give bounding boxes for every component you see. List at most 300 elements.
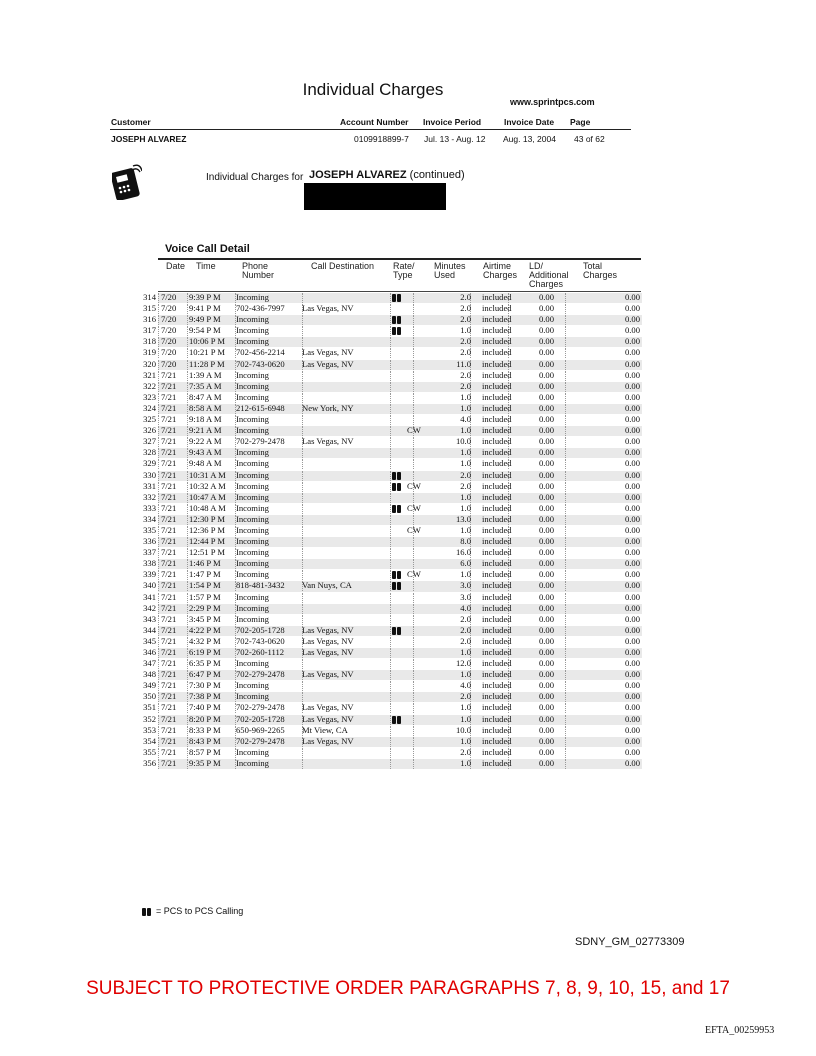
row-ld-charges: 0.00: [538, 713, 554, 724]
row-number: 353: [143, 724, 156, 735]
row-shading: [158, 670, 642, 680]
row-phone: Incoming: [236, 513, 269, 524]
column-divider: [413, 581, 414, 591]
row-minutes: 1.0: [460, 669, 471, 680]
row-airtime: included: [482, 658, 512, 669]
row-phone: 650-969-2265: [236, 724, 285, 735]
row-number: 321: [143, 369, 156, 380]
column-divider: [302, 293, 303, 303]
table-row: [142, 580, 642, 591]
column-divider: [565, 615, 566, 625]
row-ld-charges: 0.00: [538, 347, 554, 358]
row-ld-charges: 0.00: [538, 691, 554, 702]
row-number: 339: [143, 569, 156, 580]
row-airtime: included: [482, 580, 512, 591]
row-phone: Incoming: [236, 458, 269, 469]
table-row: [142, 603, 642, 614]
column-divider: [565, 737, 566, 747]
column-divider: [390, 404, 391, 414]
row-date: 7/21: [161, 569, 177, 580]
row-ld-charges: 0.00: [538, 369, 554, 380]
column-divider: [302, 559, 303, 569]
column-divider: [565, 426, 566, 436]
row-number: 341: [143, 591, 156, 602]
row-date: 7/21: [161, 536, 177, 547]
section-customer-name: JOSEPH ALVAREZ: [309, 169, 407, 181]
row-call-waiting: CW: [407, 524, 421, 535]
table-row: [142, 691, 642, 702]
column-divider: [187, 737, 188, 747]
row-airtime: included: [482, 292, 512, 302]
table-row: [142, 758, 642, 769]
column-divider: [187, 526, 188, 536]
column-divider: [158, 681, 159, 691]
row-date: 7/21: [161, 647, 177, 657]
row-ld-charges: 0.00: [538, 658, 554, 669]
row-rate-type: [392, 325, 404, 336]
row-number: 351: [143, 702, 156, 713]
column-divider: [158, 482, 159, 492]
column-divider: [390, 459, 391, 469]
column-divider: [565, 504, 566, 514]
label-invoice-date: Invoice Date: [504, 117, 555, 127]
row-minutes: 2.0: [460, 292, 471, 302]
column-divider: [565, 348, 566, 358]
row-airtime: included: [482, 358, 512, 369]
row-total: 0.00: [624, 491, 640, 502]
column-divider: [187, 604, 188, 614]
row-total: 0.00: [624, 347, 640, 358]
row-ld-charges: 0.00: [538, 303, 554, 314]
row-ld-charges: 0.00: [538, 425, 554, 436]
row-time: 10:21 P M: [189, 347, 225, 358]
row-phone: Incoming: [236, 591, 269, 602]
column-divider: [158, 415, 159, 425]
column-divider: [302, 504, 303, 514]
row-time: 8:20 P M: [189, 713, 221, 724]
row-phone: Incoming: [236, 447, 269, 458]
row-number: 322: [143, 380, 156, 391]
column-divider: [565, 415, 566, 425]
row-date: 7/21: [161, 414, 177, 425]
row-phone: 702-260-1112: [236, 647, 285, 657]
column-divider: [565, 637, 566, 647]
column-divider: [158, 715, 159, 725]
pcs-to-pcs-icon: [392, 582, 402, 590]
column-divider: [158, 293, 159, 303]
row-ld-charges: 0.00: [538, 624, 554, 635]
column-divider: [158, 537, 159, 547]
column-divider: [187, 615, 188, 625]
row-shading: [158, 759, 642, 769]
column-divider: [565, 459, 566, 469]
table-row: [142, 525, 642, 536]
column-divider: [390, 415, 391, 425]
column-divider: [390, 604, 391, 614]
row-minutes: 1.0: [460, 491, 471, 502]
row-phone: Incoming: [236, 691, 269, 702]
pcs-to-pcs-icon: [392, 472, 402, 480]
column-divider: [390, 626, 391, 636]
row-minutes: 10.0: [455, 724, 471, 735]
row-ld-charges: 0.00: [538, 558, 554, 569]
row-total: 0.00: [624, 735, 640, 746]
table-row: [142, 481, 642, 492]
table-row: [142, 503, 642, 514]
row-rate-type: [392, 470, 404, 481]
row-airtime: included: [482, 724, 512, 735]
column-divider: [413, 448, 414, 458]
column-divider: [158, 659, 159, 669]
row-total: 0.00: [624, 680, 640, 691]
column-divider: [158, 448, 159, 458]
pcs-to-pcs-icon: [392, 716, 402, 724]
row-ld-charges: 0.00: [538, 480, 554, 491]
row-total: 0.00: [624, 380, 640, 391]
row-date: 7/21: [161, 613, 177, 624]
row-time: 10:06 P M: [189, 336, 225, 347]
column-divider: [390, 315, 391, 325]
row-total: 0.00: [624, 513, 640, 524]
column-divider: [158, 515, 159, 525]
column-divider: [565, 471, 566, 481]
row-total: 0.00: [624, 402, 640, 413]
row-number: 318: [143, 336, 156, 347]
row-ld-charges: 0.00: [538, 680, 554, 691]
row-date: 7/21: [161, 746, 177, 757]
column-divider: [158, 548, 159, 558]
column-divider: [413, 304, 414, 314]
column-divider: [413, 459, 414, 469]
row-shading: [158, 337, 642, 347]
row-airtime: included: [482, 547, 512, 558]
column-divider: [390, 737, 391, 747]
row-minutes: 11.0: [456, 358, 471, 369]
row-date: 7/21: [161, 658, 177, 669]
column-divider: [565, 570, 566, 580]
pcs-to-pcs-icon: [392, 483, 402, 491]
column-divider: [187, 493, 188, 503]
column-divider: [187, 670, 188, 680]
row-date: 7/21: [161, 480, 177, 491]
row-minutes: 10.0: [455, 436, 471, 447]
column-divider: [187, 360, 188, 370]
row-rate-type: [392, 314, 404, 325]
row-date: 7/21: [161, 624, 177, 635]
pcs-to-pcs-icon: [142, 908, 152, 916]
row-rate-type: [392, 714, 404, 725]
row-minutes: 2.0: [460, 347, 471, 358]
column-divider: [302, 426, 303, 436]
row-destination: Las Vegas, NV: [302, 713, 354, 724]
column-divider: [158, 459, 159, 469]
row-airtime: included: [482, 480, 512, 491]
row-minutes: 3.0: [460, 591, 471, 602]
row-call-waiting: CW: [407, 425, 421, 436]
column-divider: [187, 626, 188, 636]
column-divider: [158, 692, 159, 702]
pcs-to-pcs-icon: [392, 316, 402, 324]
col-call-destination: Call Destination: [311, 261, 375, 271]
row-number: 345: [143, 635, 156, 646]
row-minutes: 1.0: [460, 757, 471, 768]
row-time: 10:32 A M: [189, 480, 226, 491]
account-number: 0109918899-7: [354, 134, 409, 144]
row-ld-charges: 0.00: [538, 524, 554, 535]
column-divider: [302, 593, 303, 603]
row-date: 7/21: [161, 669, 177, 680]
column-divider: [302, 326, 303, 336]
row-airtime: included: [482, 647, 512, 657]
row-rate-type: [392, 569, 404, 580]
column-divider: [390, 382, 391, 392]
row-phone: Incoming: [236, 613, 269, 624]
row-total: 0.00: [624, 658, 640, 669]
column-divider: [390, 692, 391, 702]
row-airtime: included: [482, 325, 512, 336]
row-phone: Incoming: [236, 746, 269, 757]
row-time: 7:35 A M: [189, 380, 222, 391]
column-divider: [158, 570, 159, 580]
row-minutes: 4.0: [460, 602, 471, 613]
row-total: 0.00: [624, 613, 640, 624]
row-ld-charges: 0.00: [538, 391, 554, 402]
section-continued: (continued): [409, 169, 465, 181]
row-airtime: included: [482, 314, 512, 325]
row-total: 0.00: [624, 469, 640, 480]
row-number: 314: [143, 292, 156, 302]
table-row: [142, 492, 642, 503]
column-divider: [390, 581, 391, 591]
column-divider: [413, 615, 414, 625]
row-date: 7/21: [161, 724, 177, 735]
row-phone: Incoming: [236, 680, 269, 691]
row-total: 0.00: [624, 757, 640, 768]
row-date: 7/21: [161, 757, 177, 768]
table-row: [142, 470, 642, 481]
page-title: Individual Charges: [302, 80, 444, 99]
column-divider: [565, 648, 566, 658]
row-time: 8:57 P M: [189, 746, 221, 757]
table-row: [142, 592, 642, 603]
column-divider: [413, 404, 414, 414]
row-date: 7/20: [161, 325, 177, 336]
row-ld-charges: 0.00: [538, 447, 554, 458]
row-date: 7/21: [161, 513, 177, 524]
row-number: 334: [143, 513, 156, 524]
column-divider: [413, 692, 414, 702]
column-divider: [565, 371, 566, 381]
row-number: 324: [143, 402, 156, 413]
column-divider: [413, 670, 414, 680]
row-phone: 702-279-2478: [236, 735, 285, 746]
column-divider: [187, 393, 188, 403]
row-shading: [158, 537, 642, 547]
row-phone: 702-279-2478: [236, 669, 285, 680]
row-date: 7/21: [161, 391, 177, 402]
row-time: 7:40 P M: [189, 702, 221, 713]
column-divider: [413, 393, 414, 403]
row-date: 7/21: [161, 713, 177, 724]
row-airtime: included: [482, 602, 512, 613]
row-ld-charges: 0.00: [538, 458, 554, 469]
row-total: 0.00: [624, 458, 640, 469]
table-row: [142, 658, 642, 669]
column-divider: [158, 637, 159, 647]
column-divider: [390, 393, 391, 403]
row-minutes: 1.0: [460, 647, 471, 657]
row-minutes: 2.0: [460, 480, 471, 491]
row-minutes: 1.0: [460, 325, 471, 336]
row-number: 333: [143, 502, 156, 513]
column-divider: [390, 326, 391, 336]
column-divider: [187, 515, 188, 525]
table-row: [142, 370, 642, 381]
section-customer-heading: [309, 169, 465, 181]
row-date: 7/21: [161, 602, 177, 613]
row-number: 330: [143, 469, 156, 480]
column-divider: [413, 759, 414, 769]
row-minutes: 2.0: [460, 314, 471, 325]
row-phone: 702-205-1728: [236, 624, 285, 635]
row-call-waiting: CW: [407, 480, 421, 491]
row-ld-charges: 0.00: [538, 314, 554, 325]
row-minutes: 2.0: [460, 624, 471, 635]
col-rate-type: Rate/ Type: [393, 261, 415, 280]
row-airtime: included: [482, 402, 512, 413]
col-ld-additional-charges: LD/ Additional Charges: [529, 261, 569, 289]
row-phone: 702-436-7997: [236, 303, 285, 314]
column-divider: [565, 393, 566, 403]
table-row: [142, 725, 642, 736]
column-divider: [158, 337, 159, 347]
table-row: [142, 436, 642, 447]
table-row: [142, 669, 642, 680]
row-number: 317: [143, 325, 156, 336]
row-total: 0.00: [624, 691, 640, 702]
column-divider: [187, 748, 188, 758]
column-divider: [413, 748, 414, 758]
column-divider: [302, 692, 303, 702]
row-number: 336: [143, 536, 156, 547]
row-ld-charges: 0.00: [538, 336, 554, 347]
row-time: 3:45 P M: [189, 613, 221, 624]
row-number: 343: [143, 613, 156, 624]
row-minutes: 13.0: [455, 513, 471, 524]
row-rate-type: [392, 625, 404, 636]
label-page: Page: [570, 117, 591, 127]
row-ld-charges: 0.00: [538, 536, 554, 547]
pcs-to-pcs-icon: [392, 505, 402, 513]
row-total: 0.00: [624, 558, 640, 569]
row-phone: 702-205-1728: [236, 713, 285, 724]
legend: [142, 906, 243, 916]
pcs-to-pcs-icon: [392, 627, 402, 635]
column-divider: [187, 681, 188, 691]
column-divider: [413, 548, 414, 558]
row-number: 354: [143, 735, 156, 746]
row-date: 7/21: [161, 502, 177, 513]
column-divider: [187, 703, 188, 713]
row-time: 1:54 P M: [189, 580, 221, 591]
row-time: 9:39 P M: [189, 292, 221, 302]
row-airtime: included: [482, 669, 512, 680]
row-airtime: included: [482, 558, 512, 569]
column-divider: [187, 348, 188, 358]
pcs-to-pcs-icon: [392, 571, 402, 579]
row-number: 325: [143, 414, 156, 425]
row-time: 4:22 P M: [189, 624, 221, 635]
table-row: [142, 314, 642, 325]
row-minutes: 2.0: [460, 635, 471, 646]
column-divider: [565, 681, 566, 691]
table-row: [142, 636, 642, 647]
column-divider: [158, 304, 159, 314]
row-ld-charges: 0.00: [538, 613, 554, 624]
column-divider: [565, 304, 566, 314]
column-divider: [565, 337, 566, 347]
column-divider: [302, 371, 303, 381]
column-divider: [565, 581, 566, 591]
row-total: 0.00: [624, 336, 640, 347]
column-divider: [187, 437, 188, 447]
row-minutes: 4.0: [460, 414, 471, 425]
column-divider: [302, 681, 303, 691]
row-date: 7/20: [161, 347, 177, 358]
row-rate-type: [392, 292, 404, 303]
column-divider: [413, 360, 414, 370]
row-ld-charges: 0.00: [538, 436, 554, 447]
row-total: 0.00: [624, 547, 640, 558]
column-divider: [390, 715, 391, 725]
column-divider: [390, 670, 391, 680]
row-total: 0.00: [624, 292, 640, 302]
column-divider: [158, 726, 159, 736]
column-divider: [413, 648, 414, 658]
row-number: 320: [143, 358, 156, 369]
table-row: [142, 458, 642, 469]
row-airtime: included: [482, 436, 512, 447]
column-divider: [390, 681, 391, 691]
column-divider: [413, 315, 414, 325]
column-divider: [390, 559, 391, 569]
row-ld-charges: 0.00: [538, 547, 554, 558]
phone-icon: [112, 164, 142, 200]
row-total: 0.00: [624, 524, 640, 535]
row-destination: Las Vegas, NV: [302, 669, 354, 680]
row-airtime: included: [482, 391, 512, 402]
column-divider: [158, 748, 159, 758]
row-date: 7/21: [161, 702, 177, 713]
column-divider: [158, 737, 159, 747]
row-time: 10:48 A M: [189, 502, 226, 513]
row-date: 7/21: [161, 735, 177, 746]
row-airtime: included: [482, 513, 512, 524]
column-divider: [390, 293, 391, 303]
row-date: 7/21: [161, 547, 177, 558]
column-divider: [390, 748, 391, 758]
column-divider: [158, 504, 159, 514]
column-divider: [187, 459, 188, 469]
column-divider: [158, 759, 159, 769]
column-divider: [565, 703, 566, 713]
column-divider: [413, 537, 414, 547]
row-number: 327: [143, 436, 156, 447]
column-divider: [565, 293, 566, 303]
column-divider: [187, 692, 188, 702]
row-airtime: included: [482, 635, 512, 646]
row-time: 8:33 P M: [189, 724, 221, 735]
